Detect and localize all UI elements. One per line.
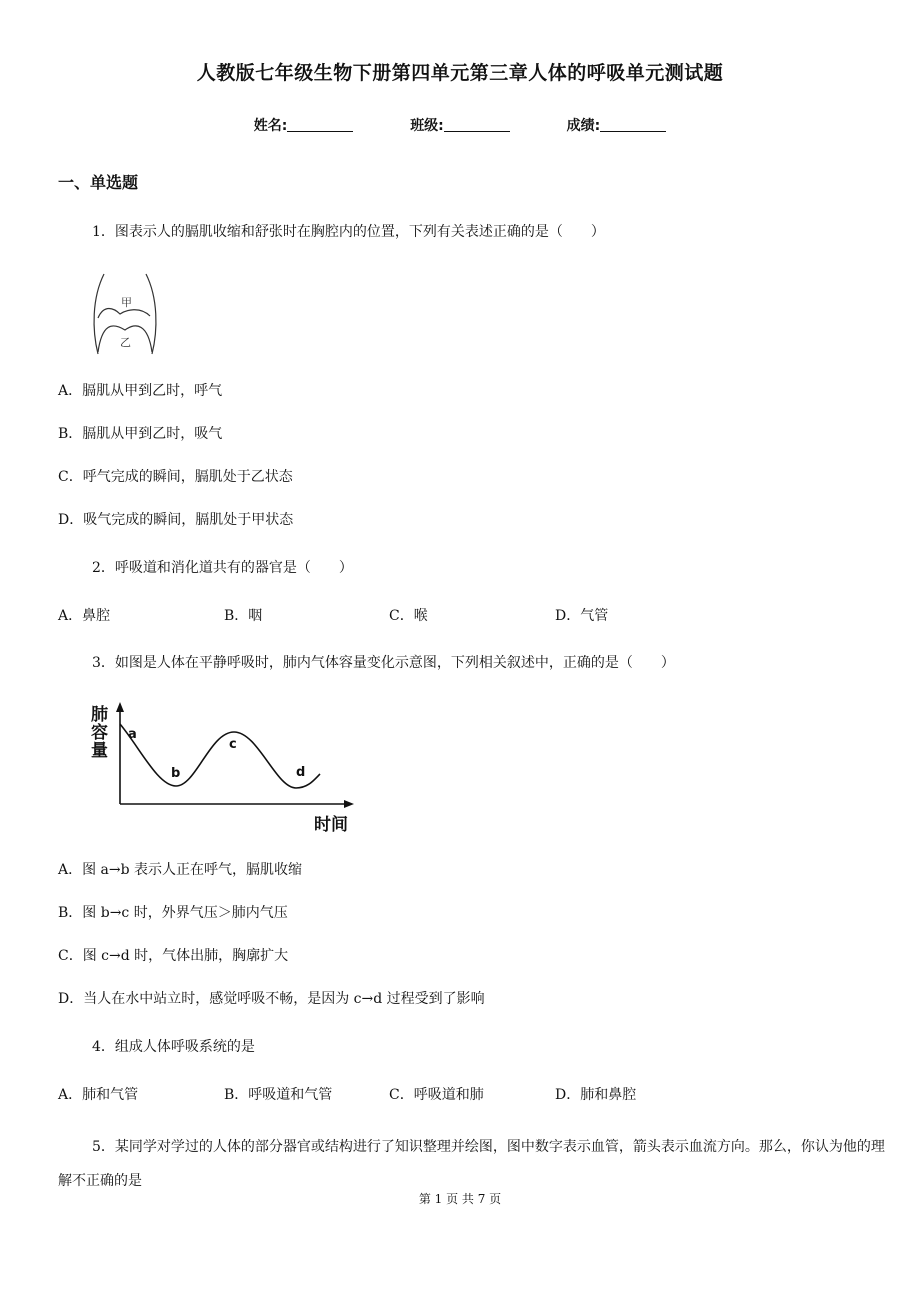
question-2-option-b: B．咽	[224, 608, 263, 624]
question-2-option-d: D．气管	[555, 608, 609, 624]
page-footer: 第 1 页 共 7 页	[418, 1192, 502, 1206]
page-title: 人教版七年级生物下册第四单元第三章人体的呼吸单元测试题	[196, 62, 724, 84]
score-field	[567, 115, 667, 135]
x-axis-label: 时间	[314, 815, 348, 835]
question-4-option-b: B．呼吸道和气管	[224, 1087, 333, 1103]
question-5-stem: 5．某同学对学过的人体的部分器官或结构进行了知识整理并绘图，图中数字表示血管，箭头表示血流方向。那么，你认为他的理解不正确的是	[58, 1139, 885, 1189]
question-4-option-a: A．肺和气管	[58, 1087, 139, 1103]
question-3-option-a: A．图 a→b 表示人正在呼气，膈肌收缩	[58, 862, 303, 878]
label-jia: 甲	[121, 296, 132, 309]
point-a-label: a	[128, 727, 137, 742]
diaphragm-upper	[98, 309, 150, 319]
question-4-stem: 4．组成人体呼吸系统的是	[92, 1039, 255, 1055]
class-field	[410, 115, 510, 135]
class-label: 班级:	[410, 118, 444, 134]
class-blank	[444, 117, 510, 132]
point-c-label: c	[229, 737, 237, 752]
question-1-option-d: D．吸气完成的瞬间，膈肌处于甲状态	[58, 512, 294, 528]
x-axis-arrow	[344, 800, 354, 808]
question-1-stem: 1．图表示人的膈肌收缩和舒张时在胸腔内的位置，下列有关表述正确的是（ ）	[92, 224, 605, 240]
question-1-option-b: B．膈肌从甲到乙时，吸气	[58, 426, 223, 442]
question-2-option-c: C．喉	[389, 608, 428, 624]
y-axis-arrow	[116, 702, 124, 712]
chest-wall-left	[94, 274, 104, 354]
question-4-option-d: D．肺和鼻腔	[555, 1087, 637, 1103]
question-2-option-a: A．鼻腔	[58, 608, 111, 624]
label-yi: 乙	[120, 336, 131, 349]
question-3-option-d: D．当人在水中站立时，感觉呼吸不畅，是因为 c→d 过程受到了影响	[58, 991, 485, 1007]
name-field	[254, 115, 354, 135]
y-axis-label	[91, 705, 114, 761]
score-blank	[600, 117, 666, 132]
section-heading: 一、单选题	[58, 173, 139, 192]
y-axis-label-char-3: 量	[91, 741, 108, 761]
score-label: 成绩:	[566, 118, 601, 134]
name-label: 姓名:	[253, 118, 288, 134]
point-b-label: b	[171, 766, 181, 781]
diaphragm-figure	[90, 268, 160, 358]
question-3-option-c: C．图 c→d 时，气体出肺，胸廓扩大	[58, 948, 289, 964]
question-3-option-b: B．图 b→c 时，外界气压＞肺内气压	[58, 905, 288, 921]
question-2-stem: 2．呼吸道和消化道共有的器官是（ ）	[92, 560, 353, 576]
question-3-stem: 3．如图是人体在平静呼吸时，肺内气体容量变化示意图，下列相关叙述中，正确的是（ ）	[92, 655, 675, 671]
student-info	[0, 115, 920, 135]
question-1-option-c: C．呼气完成的瞬间，膈肌处于乙状态	[58, 469, 293, 485]
question-1-option-a: A．膈肌从甲到乙时，呼气	[58, 383, 223, 399]
lung-volume-curve	[120, 724, 320, 788]
y-axis-label-char-1: 肺	[91, 705, 108, 725]
name-blank	[287, 117, 353, 132]
lung-volume-figure	[86, 698, 358, 838]
y-axis-label-char-2: 容	[91, 723, 108, 743]
point-d-label: d	[296, 765, 306, 780]
question-4-option-c: C．呼吸道和肺	[389, 1087, 484, 1103]
